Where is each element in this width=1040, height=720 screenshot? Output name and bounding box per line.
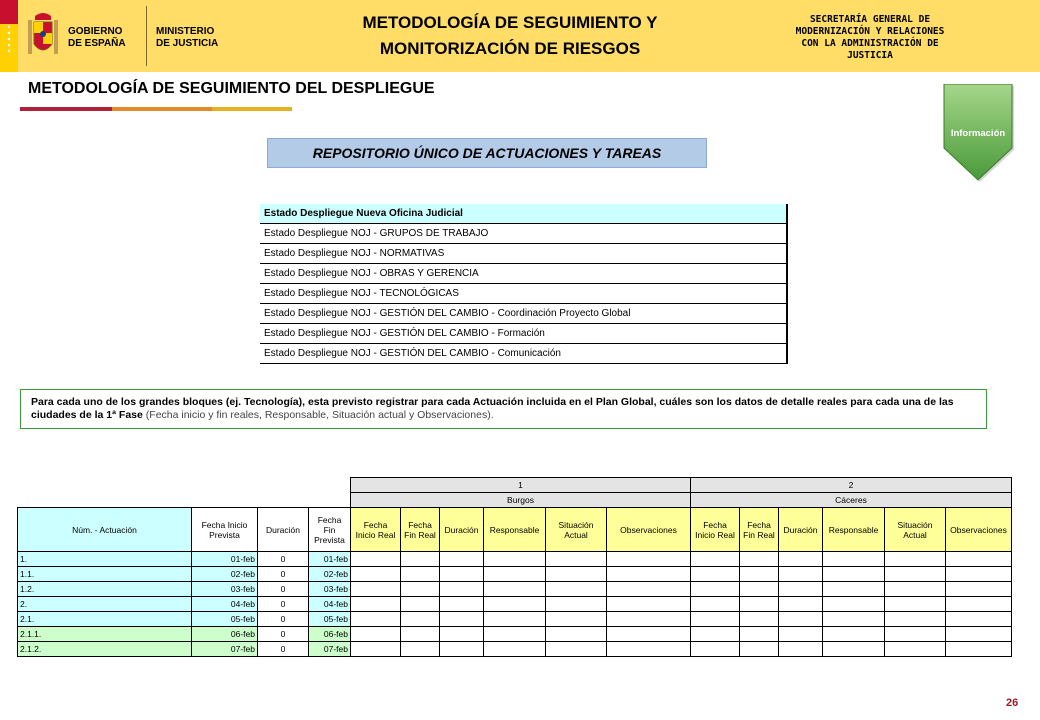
- row-fin-cell: 06-feb: [309, 627, 351, 642]
- government-logo-text: [68, 26, 126, 50]
- empty-cell[interactable]: [607, 627, 691, 642]
- ministry-line-1: MINISTERIO: [156, 26, 215, 37]
- empty-cell[interactable]: [823, 627, 885, 642]
- city-caceres-header: Cáceres: [691, 493, 1012, 508]
- city-burgos-header: Burgos: [351, 493, 691, 508]
- empty-cell[interactable]: [823, 612, 885, 627]
- empty-cell[interactable]: [351, 642, 401, 657]
- table-row: [18, 612, 1012, 627]
- title-underline-red: [20, 107, 112, 111]
- empty-cell[interactable]: [401, 642, 440, 657]
- empty-cell[interactable]: [740, 552, 779, 567]
- row-duracion-cell: 0: [258, 552, 309, 567]
- empty-cell[interactable]: [607, 612, 691, 627]
- row-duracion-cell: 0: [258, 627, 309, 642]
- empty-cell[interactable]: [401, 627, 440, 642]
- empty-cell[interactable]: [740, 642, 779, 657]
- row-fin-cell: 03-feb: [309, 582, 351, 597]
- table-row: [18, 627, 1012, 642]
- empty-cell[interactable]: [779, 567, 823, 582]
- empty-cell[interactable]: [779, 552, 823, 567]
- empty-cell[interactable]: [885, 627, 946, 642]
- empty-cell[interactable]: [779, 597, 823, 612]
- informacion-label: Información: [950, 128, 1006, 139]
- row-inicio-cell: 06-feb: [192, 627, 258, 642]
- row-inicio-cell: 02-feb: [192, 567, 258, 582]
- empty-cell[interactable]: [691, 627, 740, 642]
- empty-cell[interactable]: [484, 582, 546, 597]
- city-2-col-header: Responsable: [823, 508, 885, 552]
- empty-cell[interactable]: [740, 567, 779, 582]
- row-fin-cell: 07-feb: [309, 642, 351, 657]
- row-duracion-cell: 0: [258, 567, 309, 582]
- status-row-label: Estado Despliegue Nueva Oficina Judicial: [260, 204, 787, 224]
- table-row: [18, 567, 1012, 582]
- empty-cell[interactable]: [823, 597, 885, 612]
- empty-cell[interactable]: [440, 582, 484, 597]
- row-num-cell: 2.1.2.: [18, 642, 192, 657]
- empty-cell[interactable]: [607, 597, 691, 612]
- row-inicio-cell: 07-feb: [192, 642, 258, 657]
- empty-cell[interactable]: [484, 612, 546, 627]
- empty-cell[interactable]: [440, 642, 484, 657]
- row-num-cell: 2.1.: [18, 612, 192, 627]
- logo-separator: [146, 6, 147, 66]
- empty-cell[interactable]: [946, 612, 1012, 627]
- note-detail-text: (Fecha inicio y fin reales, Responsable, Situación actual y Observaciones).: [145, 409, 494, 421]
- empty-cell[interactable]: [351, 567, 401, 582]
- row-fin-cell: 04-feb: [309, 597, 351, 612]
- ministry-line-2: DE JUSTICIA: [156, 38, 219, 49]
- status-row-label: Estado Despliegue NOJ - NORMATIVAS: [260, 244, 787, 264]
- coat-of-arms-icon: [26, 10, 60, 62]
- city-2-col-header: Observaciones: [946, 508, 1012, 552]
- secretariat-line-1: SECRETARÍA GENERAL DE: [809, 14, 931, 25]
- city-1-col-header: Duración: [440, 508, 484, 552]
- secretariat-line-4: JUSTICIA: [847, 50, 893, 61]
- empty-cell[interactable]: [546, 567, 607, 582]
- city-1-col-header: Situación Actual: [546, 508, 607, 552]
- empty-cell[interactable]: [484, 627, 546, 642]
- document-title-line-2: MONITORIZACIÓN DE RIESGOS: [379, 39, 641, 58]
- row-fin-cell: 02-feb: [309, 567, 351, 582]
- status-row: [260, 264, 787, 284]
- secretariat-line-3: CON LA ADMINISTRACIÓN DE: [801, 38, 939, 49]
- city-2-col-header: Fecha Inicio Real: [691, 508, 740, 552]
- status-row: [260, 224, 787, 244]
- empty-cell[interactable]: [484, 597, 546, 612]
- status-row: [260, 244, 787, 264]
- empty-cell[interactable]: [691, 567, 740, 582]
- empty-cell[interactable]: [740, 597, 779, 612]
- empty-cell[interactable]: [691, 612, 740, 627]
- title-underline-gold: [212, 107, 292, 111]
- empty-cell[interactable]: [401, 582, 440, 597]
- document-title: [320, 10, 700, 62]
- empty-cell[interactable]: [691, 597, 740, 612]
- empty-cell[interactable]: [546, 552, 607, 567]
- empty-cell[interactable]: [779, 612, 823, 627]
- empty-cell[interactable]: [946, 642, 1012, 657]
- empty-cell[interactable]: [351, 612, 401, 627]
- row-inicio-cell: 01-feb: [192, 552, 258, 567]
- row-inicio-cell: 05-feb: [192, 612, 258, 627]
- row-num-cell: 2.1.1.: [18, 627, 192, 642]
- empty-cell[interactable]: [607, 552, 691, 567]
- empty-cell[interactable]: [740, 627, 779, 642]
- empty-cell[interactable]: [546, 597, 607, 612]
- empty-cell[interactable]: [607, 642, 691, 657]
- empty-cell[interactable]: [401, 597, 440, 612]
- status-row: [260, 204, 787, 224]
- empty-cell[interactable]: [779, 582, 823, 597]
- empty-cell[interactable]: [440, 567, 484, 582]
- empty-cell[interactable]: [351, 627, 401, 642]
- city-2-col-header: Fecha Fin Real: [740, 508, 779, 552]
- row-duracion-cell: 0: [258, 582, 309, 597]
- empty-cell[interactable]: [440, 552, 484, 567]
- empty-cell[interactable]: [779, 642, 823, 657]
- city-1-col-header: Observaciones: [607, 508, 691, 552]
- row-inicio-cell: 03-feb: [192, 582, 258, 597]
- phase-1-header: 1: [351, 478, 691, 493]
- table-row: [18, 552, 1012, 567]
- empty-cell[interactable]: [740, 612, 779, 627]
- empty-cell[interactable]: [546, 627, 607, 642]
- status-row-label: Estado Despliegue NOJ - OBRAS Y GERENCIA: [260, 264, 787, 284]
- empty-cell[interactable]: [484, 552, 546, 567]
- empty-cell[interactable]: [946, 597, 1012, 612]
- table-row: [18, 597, 1012, 612]
- empty-cell[interactable]: [607, 567, 691, 582]
- row-num-cell: 1.1.: [18, 567, 192, 582]
- row-fin-cell: 01-feb: [309, 552, 351, 567]
- col-fecha-inicio-prevista: Fecha Inicio Prevista: [192, 508, 258, 552]
- empty-cell[interactable]: [440, 627, 484, 642]
- header-bar: [0, 0, 1040, 72]
- table-row: [18, 582, 1012, 597]
- status-row: [260, 324, 787, 344]
- empty-cell[interactable]: [351, 597, 401, 612]
- spain-flag-strip: [0, 0, 18, 72]
- status-row: [260, 284, 787, 304]
- empty-cell[interactable]: [401, 612, 440, 627]
- status-row-label: Estado Despliegue NOJ - GESTIÓN DEL CAMBIO - Comunicación: [260, 344, 787, 364]
- repository-banner: REPOSITORIO ÚNICO DE ACTUACIONES Y TAREAS: [267, 138, 707, 168]
- city-2-col-header: Situación Actual: [885, 508, 946, 552]
- page-title: METODOLOGÍA DE SEGUIMIENTO DEL DESPLIEGUE: [28, 80, 435, 97]
- empty-cell[interactable]: [691, 552, 740, 567]
- document-title-line-1: METODOLOGÍA DE SEGUIMIENTO Y: [362, 13, 658, 32]
- status-row: [260, 344, 787, 364]
- empty-cell[interactable]: [885, 612, 946, 627]
- empty-cell[interactable]: [885, 597, 946, 612]
- row-duracion-cell: 0: [258, 612, 309, 627]
- empty-cell[interactable]: [946, 582, 1012, 597]
- city-1-col-header: Responsable: [484, 508, 546, 552]
- secretariat-line-2: MODERNIZACIÓN Y RELACIONES: [795, 26, 945, 37]
- status-row-label: Estado Despliegue NOJ - GESTIÓN DEL CAMBIO - Formación: [260, 324, 787, 344]
- empty-cell[interactable]: [946, 627, 1012, 642]
- col-fecha-fin-prevista: Fecha Fin Prevista: [309, 508, 351, 552]
- empty-cell[interactable]: [946, 567, 1012, 582]
- row-fin-cell: 05-feb: [309, 612, 351, 627]
- phase-2-header: 2: [691, 478, 1012, 493]
- empty-cell[interactable]: [691, 642, 740, 657]
- row-num-cell: 1.2.: [18, 582, 192, 597]
- empty-cell[interactable]: [440, 597, 484, 612]
- status-row-label: Estado Despliegue NOJ - GRUPOS DE TRABAJO: [260, 224, 787, 244]
- tracking-table: [17, 477, 1012, 657]
- empty-cell[interactable]: [484, 642, 546, 657]
- empty-cell[interactable]: [740, 582, 779, 597]
- empty-cell[interactable]: [401, 567, 440, 582]
- ministry-logo-text: [156, 26, 218, 50]
- status-row-label: Estado Despliegue NOJ - TECNOLÓGICAS: [260, 284, 787, 304]
- city-1-col-header: Fecha Fin Real: [401, 508, 440, 552]
- gov-line-1: GOBIERNO: [68, 26, 123, 37]
- page-number: 26: [1006, 697, 1019, 709]
- status-row-label: Estado Despliegue NOJ - GESTIÓN DEL CAMBIO - Coordinación Proyecto Global: [260, 304, 787, 324]
- empty-cell[interactable]: [546, 642, 607, 657]
- empty-cell[interactable]: [823, 552, 885, 567]
- row-duracion-cell: 0: [258, 642, 309, 657]
- empty-cell[interactable]: [885, 642, 946, 657]
- informacion-button[interactable]: [940, 84, 1018, 184]
- row-num-cell: 1.: [18, 552, 192, 567]
- row-duracion-cell: 0: [258, 597, 309, 612]
- empty-cell[interactable]: [823, 582, 885, 597]
- empty-cell[interactable]: [823, 642, 885, 657]
- empty-cell[interactable]: [779, 627, 823, 642]
- empty-cell[interactable]: [607, 582, 691, 597]
- table-row: [18, 642, 1012, 657]
- col-num-actuacion: Núm. - Actuación: [18, 508, 192, 552]
- explanation-note: [20, 389, 987, 429]
- empty-cell[interactable]: [823, 567, 885, 582]
- empty-cell[interactable]: [885, 567, 946, 582]
- empty-cell[interactable]: [885, 552, 946, 567]
- status-list: [260, 204, 788, 364]
- title-underline-orange: [112, 107, 212, 111]
- empty-cell[interactable]: [351, 582, 401, 597]
- empty-cell[interactable]: [440, 612, 484, 627]
- empty-cell[interactable]: [401, 552, 440, 567]
- empty-cell[interactable]: [946, 552, 1012, 567]
- empty-cell[interactable]: [691, 582, 740, 597]
- gov-line-2: DE ESPAÑA: [68, 38, 126, 49]
- row-num-cell: 2.: [18, 597, 192, 612]
- empty-cell[interactable]: [484, 567, 546, 582]
- note-bold-text: Para cada uno de los grandes bloques (ej. Tecnología), esta previsto registrar para cada Actuación incluida en el Plan Global, cuáles son los datos de detalle reales para cada una de las ciudades de la 1ª Fase: [31, 396, 954, 421]
- empty-cell[interactable]: [351, 552, 401, 567]
- city-1-col-header: Fecha Inicio Real: [351, 508, 401, 552]
- status-row: [260, 304, 787, 324]
- empty-cell[interactable]: [885, 582, 946, 597]
- empty-cell[interactable]: [546, 612, 607, 627]
- row-inicio-cell: 04-feb: [192, 597, 258, 612]
- secretariat-name: [760, 14, 980, 62]
- empty-cell[interactable]: [546, 582, 607, 597]
- col-duracion: Duración: [258, 508, 309, 552]
- city-2-col-header: Duración: [779, 508, 823, 552]
